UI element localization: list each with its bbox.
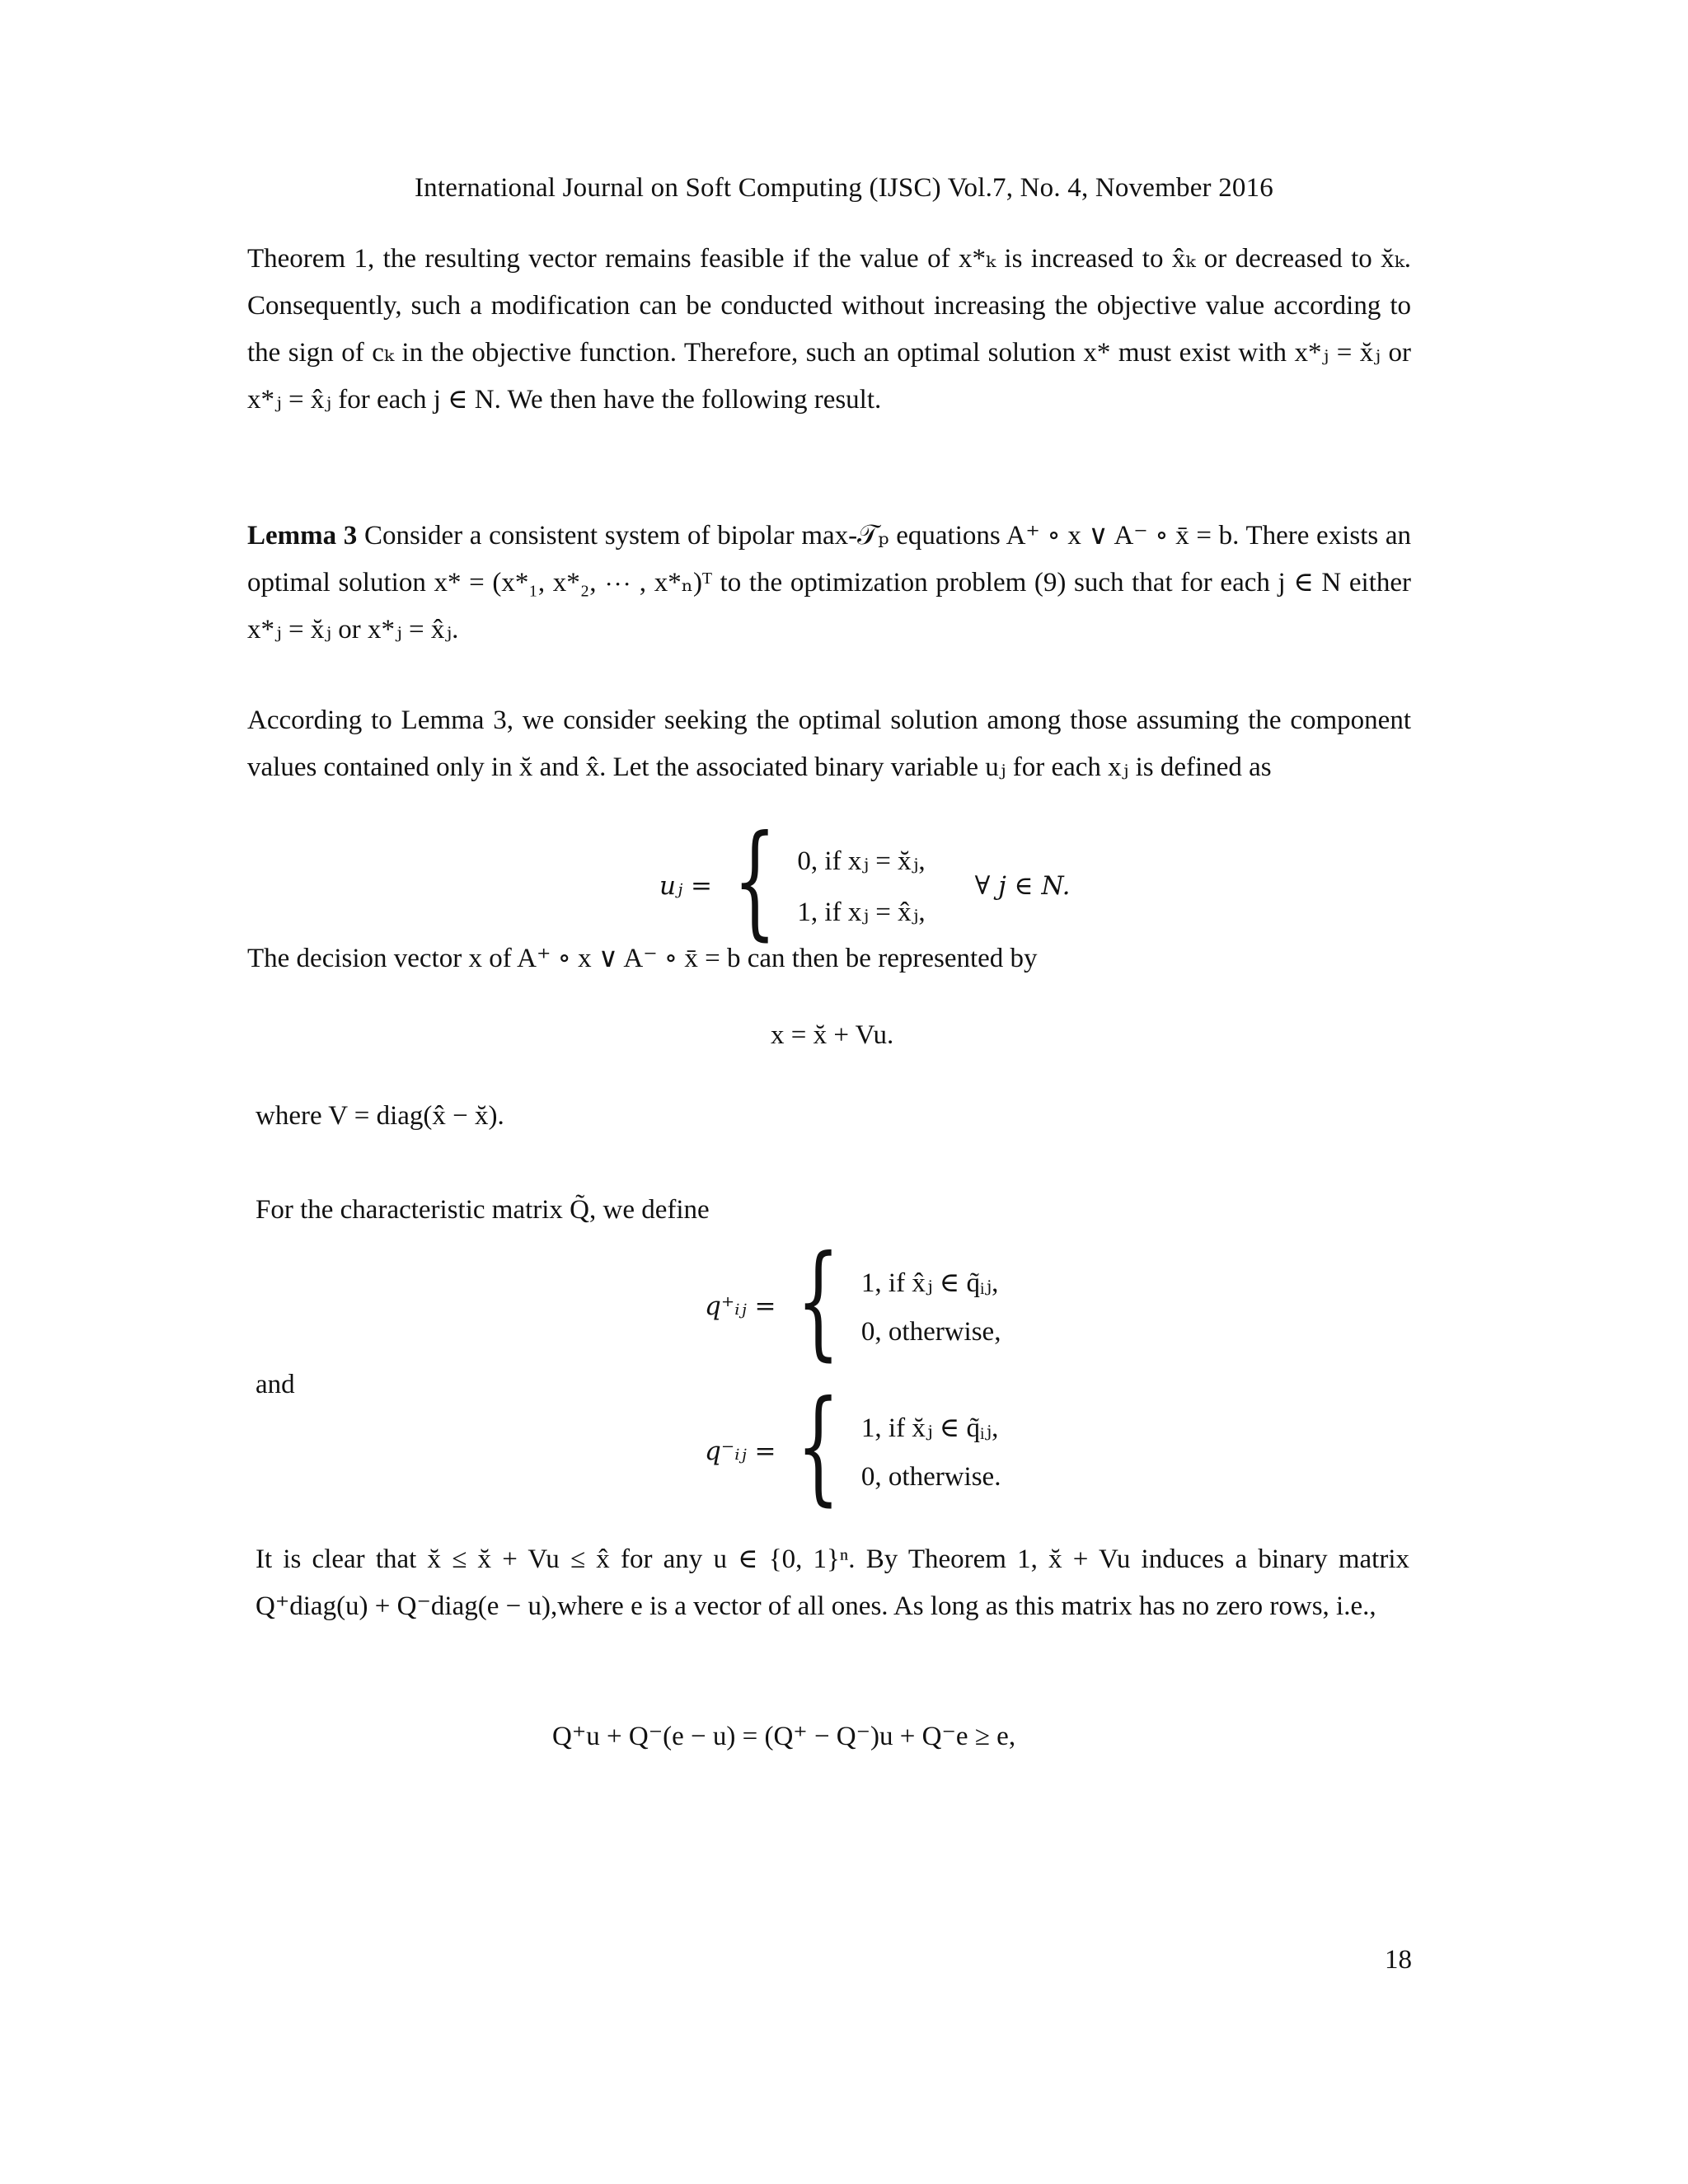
equation-u-forall: ∀ j ∈ N. [974, 871, 1071, 901]
equation-q-minus-case-0: 0, otherwise. [860, 1461, 1001, 1492]
paragraph-and: and [256, 1370, 295, 1399]
lemma-3 [247, 513, 1411, 654]
page-number: 18 [1385, 1945, 1412, 1975]
left-brace-icon: { [796, 1230, 841, 1373]
paragraph-theorem-continuation: Theorem 1, the resulting vector remains feasible if the value of x*ₖ is increased to x̂ₖ or decreased to x̆ₖ. Consequently, such a modification can be conducted without increasing the objective value according to the sign of cₖ in the objective function. Therefore, such an optimal solution x* must exist with x*ⱼ = x̆ⱼ or x*ⱼ = x̂ⱼ for each j ∈ N. We then have the following result. [247, 244, 1411, 415]
lemma-text: Consider a consistent system of bipolar max-𝒯ₚ equations A⁺ ∘ x ∨ A⁻ ∘ x̄ = b. There exists an optimal solution x* = (x*₁, x*₂, ⋯ , x*ₙ)ᵀ to the optimization problem (9) such that for each j ∈ N either x*ⱼ = x̆ⱼ or x*ⱼ = x̂ⱼ. [247, 521, 1412, 644]
paragraph-where-v: where V = diag(x̂ − x̆). [256, 1101, 504, 1131]
equation-q-minus-lhs: q⁻ᵢⱼ = [705, 1436, 776, 1466]
equation-q-minus-case-1: 1, if x̆ⱼ ∈ q̃ᵢⱼ, [860, 1413, 999, 1443]
left-brace-icon: { [733, 809, 776, 953]
paragraph-lemma-application: According to Lemma 3, we consider seeking the optimal solution among those assuming the component values contained only in x̆ and x̂. Let the associated binary variable uⱼ for each xⱼ is defined as [247, 705, 1411, 782]
equation-final-inequality: Q⁺u + Q⁻(e − u) = (Q⁺ − Q⁻)u + Q⁻e ≥ e, [552, 1722, 1016, 1751]
equation-q-plus-lhs: q⁺ᵢⱼ = [705, 1291, 776, 1321]
paragraph-decision-vector: The decision vector x of A⁺ ∘ x ∨ A⁻ ∘ x̄ = b can then be represented by [247, 944, 1038, 973]
equation-q-plus-case-1: 1, if x̂ⱼ ∈ q̃ᵢⱼ, [860, 1268, 999, 1298]
equation-u-definition [659, 809, 1071, 953]
equation-q-minus [705, 1375, 1001, 1518]
journal-header: International Journal on Soft Computing (IJSC) Vol.7, No. 4, November 2016 [414, 173, 1273, 203]
equation-u-lhs: uⱼ = [659, 871, 712, 901]
left-brace-icon: { [796, 1375, 841, 1518]
equation-x: x = x̆ + Vu. [771, 1020, 894, 1050]
paragraph-characteristic-matrix: For the characteristic matrix Q̃, we define [256, 1195, 710, 1225]
equation-q-plus-case-0: 0, otherwise, [860, 1316, 1001, 1347]
paragraph-binary-matrix: It is clear that x̆ ≤ x̆ + Vu ≤ x̂ for any u ∈ {0, 1}ⁿ. By Theorem 1, x̆ + Vu induces a binary matrix Q⁺diag(u) + Q⁻diag(e − u),where e is a vector of all ones. As long as this matrix has no zero rows, i.e., [256, 1544, 1409, 1621]
equation-u-case-0: 0, if xⱼ = x̆ⱼ, [797, 846, 926, 876]
lemma-label: Lemma 3 [247, 521, 358, 551]
equation-u-case-1: 1, if xⱼ = x̂ⱼ, [797, 898, 926, 927]
equation-q-plus [705, 1230, 1001, 1373]
